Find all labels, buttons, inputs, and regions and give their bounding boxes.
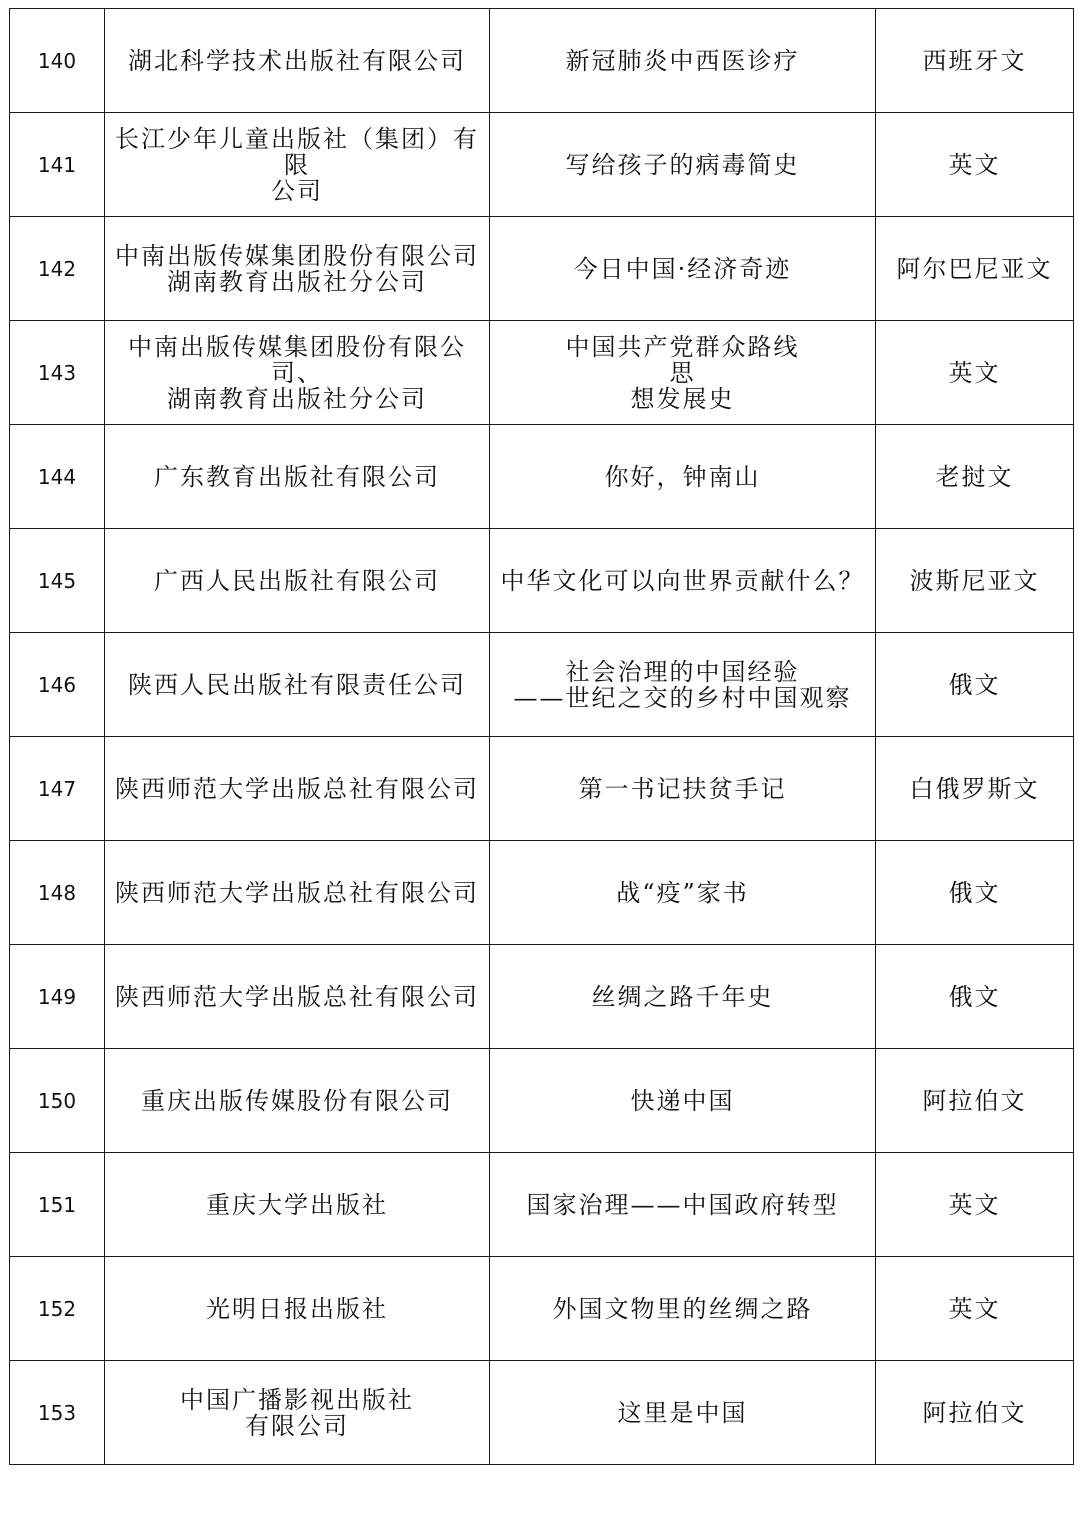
book-title: 外国文物里的丝绸之路 [552,1294,813,1323]
publisher-cell [105,529,490,633]
row-number: 140 [10,9,105,113]
book-title: 想发展史 [630,384,735,413]
publisher-name: 陕西师范大学出版总社有限公司 [115,774,479,803]
table-row [10,737,1074,841]
language-cell: 阿拉伯文 [876,1361,1074,1465]
publisher-name: 中南出版传媒集团股份有限公司 [115,241,479,270]
publisher-name: 湖南教育出版社分公司 [167,384,427,413]
publisher-cell [105,425,490,529]
publisher-cell [105,1049,490,1153]
table-row [10,1361,1074,1465]
table-row [10,1257,1074,1361]
row-number: 145 [10,529,105,633]
table-row [10,113,1074,217]
publisher-cell [105,321,490,425]
language-cell: 阿尔巴尼亚文 [876,217,1074,321]
language-cell: 波斯尼亚文 [876,529,1074,633]
table-row [10,1153,1074,1257]
publisher-cell [105,9,490,113]
row-number: 143 [10,321,105,425]
table-row [10,425,1074,529]
language-cell: 老挝文 [876,425,1074,529]
language-cell: 阿拉伯文 [876,1049,1074,1153]
publisher-name: 陕西师范大学出版总社有限公司 [115,878,479,907]
row-number: 151 [10,1153,105,1257]
book-title: 国家治理——中国政府转型 [526,1190,839,1219]
translation-projects-table [9,8,1074,1465]
table-row [10,9,1074,113]
row-number: 150 [10,1049,105,1153]
book-title-cell [490,1257,876,1361]
table-row [10,321,1074,425]
publisher-name: 陕西师范大学出版总社有限公司 [115,982,479,1011]
table-row [10,217,1074,321]
table-row [10,529,1074,633]
table-row [10,841,1074,945]
row-number: 149 [10,945,105,1049]
language-cell: 西班牙文 [876,9,1074,113]
table-body [10,9,1074,1465]
book-title-cell [490,945,876,1049]
publisher-name: 湖北科学技术出版社有限公司 [128,46,466,75]
book-title: 社会治理的中国经验 [565,657,800,686]
publisher-name: 陕西人民出版社有限责任公司 [128,670,466,699]
book-title: 中华文化可以向世界贡献什么？ [500,566,865,595]
publisher-name: 重庆出版传媒股份有限公司 [141,1086,453,1115]
publisher-cell [105,1153,490,1257]
book-title-cell [490,737,876,841]
language-cell: 英文 [876,1257,1074,1361]
publisher-name: 重庆大学出版社 [206,1190,388,1219]
publisher-cell [105,1257,490,1361]
publisher-name: 广西人民出版社有限公司 [154,566,440,595]
language-cell: 俄文 [876,945,1074,1049]
book-title-cell [490,633,876,737]
book-title-cell [490,425,876,529]
table-row [10,633,1074,737]
book-title: 快递中国 [630,1086,735,1115]
book-title-cell [490,113,876,217]
publisher-name: 中国广播影视出版社 [180,1385,414,1414]
data-table [9,8,1074,1465]
book-title-cell [490,1153,876,1257]
publisher-cell [105,841,490,945]
book-title: 你好，钟南山 [604,462,761,491]
language-cell: 英文 [876,113,1074,217]
row-number: 147 [10,737,105,841]
book-title-cell [490,321,930,425]
language-cell: 俄文 [876,633,1074,737]
book-title-cell [490,529,876,633]
row-number: 144 [10,425,105,529]
table-row [10,945,1074,1049]
language-cell: 俄文 [876,841,1074,945]
language-cell: 白俄罗斯文 [876,737,1074,841]
book-title: 丝绸之路千年史 [591,982,774,1011]
publisher-name: 中南出版传媒集团股份有限公司、 [128,332,466,387]
book-title-cell [490,9,876,113]
book-title: 中国共产党群众路线 思 [565,332,930,387]
publisher-name: 广东教育出版社有限公司 [154,462,440,491]
publisher-name: 有限公司 [245,1411,349,1440]
publisher-cell [105,1361,490,1465]
book-title: ——世纪之交的乡村中国观察 [513,683,852,712]
row-number: 152 [10,1257,105,1361]
publisher-name: 湖南教育出版社分公司 [167,267,427,296]
language-cell: 英文 [876,321,1074,425]
row-number: 153 [10,1361,105,1465]
publisher-cell [105,945,490,1049]
book-title-cell [490,217,876,321]
publisher-cell [105,633,490,737]
table-row [10,1049,1074,1153]
book-title: 战“疫”家书 [616,878,749,907]
language-cell: 英文 [876,1153,1074,1257]
book-title-cell [490,1361,876,1465]
publisher-cell [105,737,490,841]
book-title: 这里是中国 [617,1398,748,1427]
book-title: 今日中国·经济奇迹 [573,254,792,283]
book-title: 新冠肺炎中西医诊疗 [565,46,800,75]
row-number: 142 [10,217,105,321]
publisher-name: 公司 [271,176,323,205]
publisher-name: 长江少年儿童出版社（集团）有限 [115,124,479,179]
publisher-cell [105,217,490,321]
row-number: 141 [10,113,105,217]
publisher-cell [105,113,490,217]
row-number: 146 [10,633,105,737]
row-number: 148 [10,841,105,945]
book-title-cell [490,841,876,945]
book-title-cell [490,1049,876,1153]
publisher-name: 光明日报出版社 [206,1294,388,1323]
book-title: 写给孩子的病毒简史 [565,150,800,179]
book-title: 第一书记扶贫手记 [578,774,787,803]
